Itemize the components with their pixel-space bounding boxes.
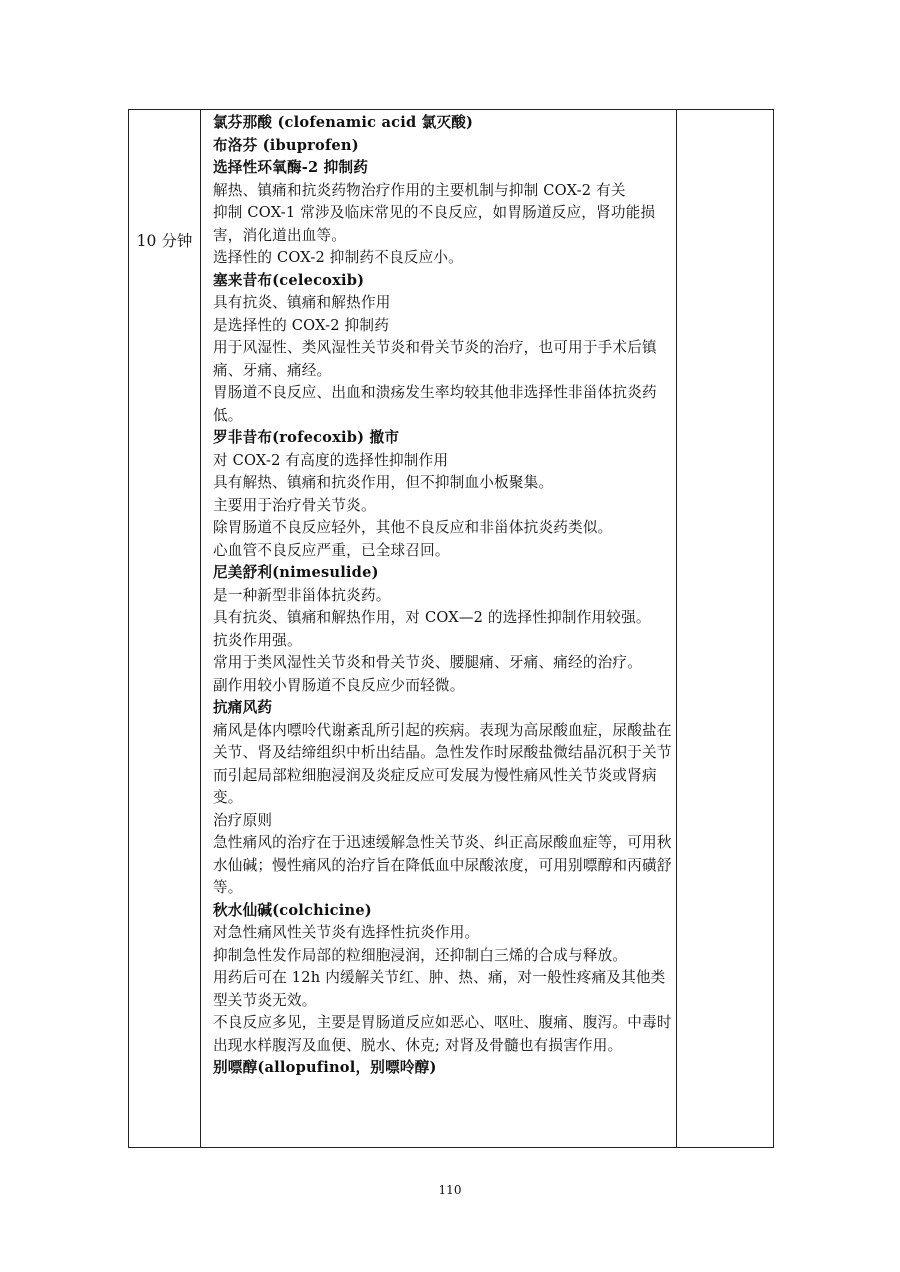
section-heading: 秋水仙碱(colchicine) (213, 901, 372, 919)
body-text-line: 急性痛风的治疗在于迅速缓解急性关节炎、纠正高尿酸血症等，可用秋水仙碱；慢性痛风的治疗旨在降低血中尿酸浓度，可用别嘌醇和丙磺舒等。 (213, 834, 672, 896)
body-text-line: 具有解热、镇痛和抗炎作用，但不抑制血小板聚集。 (213, 474, 554, 491)
body-text-line: 解热、镇痛和抗炎药物治疗作用的主要机制与抑制 COX-2 有关 (213, 181, 626, 199)
body-text-line: 不良反应多见，主要是胃肠道反应如恶心、呕吐、腹痛、腹泻。中毒时出现水样腹泻及血便、脱水、休克; 对肾及骨髓也有损害作用。 (213, 1014, 672, 1054)
page-number: 110 (438, 1183, 462, 1197)
content-cell (213, 112, 675, 1080)
body-text-line: 主要用于治疗骨关节炎。 (213, 496, 376, 514)
body-text-line: 胃肠道不良反应、出血和溃疡发生率均较其他非选择性非甾体抗炎药低。 (213, 384, 657, 424)
body-text-line: 抗炎作用强。 (213, 631, 302, 649)
body-text-line: 抑制急性发作局部的粒细胞浸润，还抑制白三烯的合成与释放。 (213, 946, 628, 964)
body-text-line: 对急性痛风性关节炎有选择性抗炎作用。 (213, 924, 480, 941)
body-text-line: 是一种新型非甾体抗炎药。 (213, 586, 391, 604)
body-text-line: 选择性的 COX-2 抑制药不良反应小。 (213, 249, 463, 266)
body-text-line: 痛风是体内嘌呤代谢紊乱所引起的疾病。表现为高尿酸血症，尿酸盐在关节、肾及结缔组织中析出结晶。急性发作时尿酸盐微结晶沉积于关节而引起局部粒细胞浸润及炎症反应可发展为慢性痛风性关节炎或肾病变。 (213, 721, 672, 806)
section-heading: 选择性环氧酶-2 抑制药 (213, 159, 369, 176)
column-divider-right (676, 110, 677, 1147)
body-text-line: 除胃肠道不良反应轻外，其他不良反应和非甾体抗炎药类似。 (213, 519, 613, 536)
body-text-line: 抑制 COX-1 常涉及临床常见的不良反应，如胃肠道反应，肾功能损害，消化道出血等。 (213, 204, 656, 244)
body-text-line: 对 COX-2 有高度的选择性抑制作用 (213, 451, 449, 469)
body-text-line: 副作用较小胃肠道不良反应少而轻微。 (213, 676, 465, 694)
body-text-line: 治疗原则 (213, 811, 273, 829)
body-text-line: 心血管不良反应严重，已全球召回。 (213, 541, 450, 559)
body-text-line: 用于风湿性、类风湿性关节炎和骨关节炎的治疗，也可用于手术后镇痛、牙痛、痛经。 (213, 339, 657, 379)
section-heading: 布洛芬 (ibuprofen) (213, 136, 359, 154)
column-divider-left (200, 110, 201, 1147)
document-table (128, 109, 774, 1148)
section-heading: 塞来昔布(celecoxib) (213, 271, 365, 289)
section-heading: 抗痛风药 (213, 699, 273, 716)
section-heading: 氯芬那酸 (clofenamic acid 氯灭酸) (213, 114, 474, 131)
body-text-line: 常用于类风湿性关节炎和骨关节炎、腰腿痛、牙痛、痛经的治疗。 (213, 654, 643, 671)
section-heading: 别嘌醇(allopufinol，别嘌呤醇) (213, 1059, 437, 1076)
body-text-line: 是选择性的 COX-2 抑制药 (213, 316, 389, 334)
body-text-line: 用药后可在 12h 内缓解关节红、肿、热、痛，对一般性疼痛及其他类型关节炎无效。 (213, 969, 666, 1009)
section-heading: 罗非昔布(rofecoxib) 撤市 (213, 429, 400, 446)
section-heading: 尼美舒利(nimesulide) (213, 564, 379, 581)
body-text-line: 具有抗炎、镇痛和解热作用 (213, 294, 391, 311)
time-cell: 10 分钟 (136, 232, 193, 250)
body-text-line: 具有抗炎、镇痛和解热作用，对 COX—2 的选择性抑制作用较强。 (213, 609, 651, 626)
